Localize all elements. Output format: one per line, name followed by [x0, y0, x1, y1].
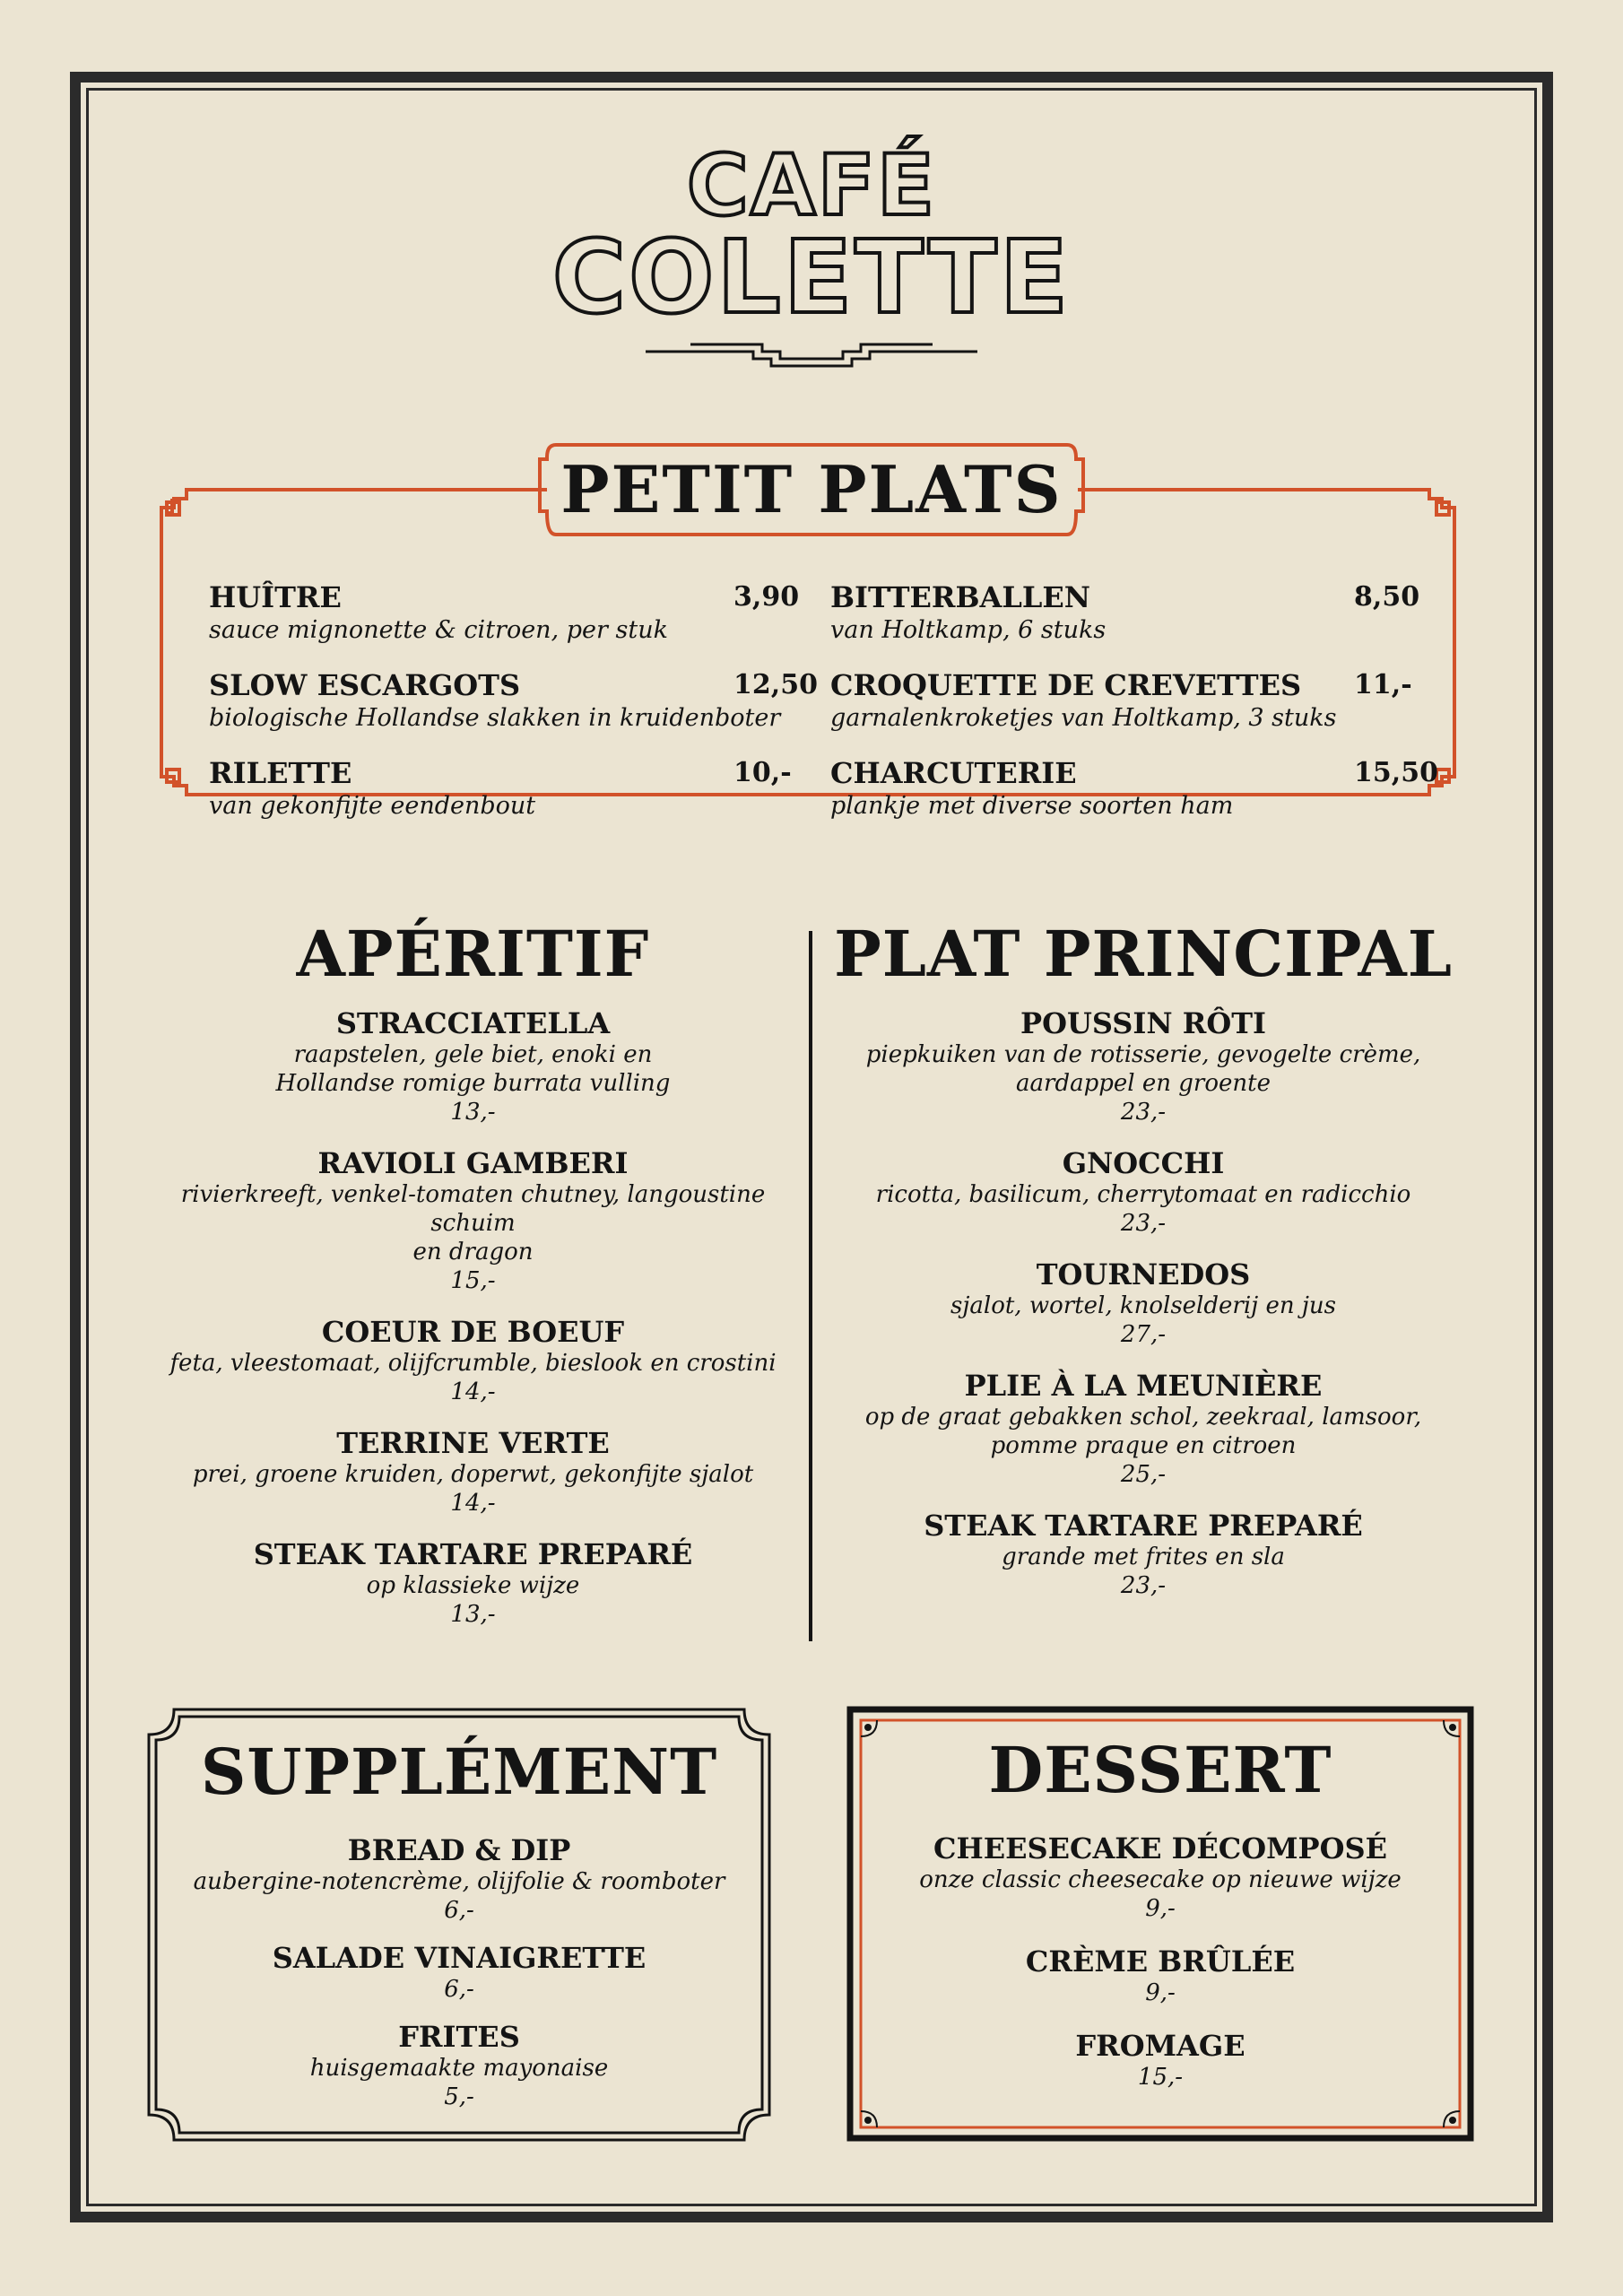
- dish-name: BREAD & DIP: [347, 1833, 571, 1867]
- petit-plats-item: [830, 755, 1440, 822]
- dish-item: [158, 1833, 760, 1925]
- dish-name: PLIE À LA MEUNIÈRE: [964, 1369, 1323, 1403]
- item-description: biologische Hollandse slakken in kruidenboter: [209, 704, 781, 732]
- petit-plats-item: [209, 579, 819, 646]
- dish-price: 14,-: [450, 1490, 496, 1517]
- logo-ornament-rule: [646, 337, 977, 373]
- dish-description: prei, groene kruiden, doperwt, gekonfijte sjalot: [192, 1461, 754, 1488]
- dish-price: 23,-: [1120, 1210, 1167, 1237]
- dish-description: op klassieke wijze: [366, 1572, 580, 1599]
- dish-item: [158, 1941, 760, 2004]
- dish-name: TOURNEDOS: [1036, 1257, 1251, 1292]
- petit-plats-item: [830, 579, 1440, 646]
- item-name: SLOW ESCARGOTS: [209, 668, 521, 702]
- dish-name: TERRINE VERTE: [336, 1426, 610, 1460]
- item-name: HUÎTRE: [209, 580, 342, 614]
- dish-price: 6,-: [444, 1897, 474, 1924]
- dish-item: [143, 1426, 803, 1518]
- dish-item: [820, 1146, 1466, 1238]
- aperitif-section: [143, 917, 803, 1648]
- dish-description: ricotta, basilicum, cherrytomaat en radicchio: [875, 1181, 1411, 1208]
- dish-description: aardappel en groente: [1016, 1070, 1271, 1097]
- dish-description: rivierkreeft, venkel-tomaten chutney, langoustine schuim: [180, 1181, 766, 1237]
- dish-description: aubergine-notencrème, olijfolie & roomboter: [193, 1868, 725, 1895]
- dessert-title: DESSERT: [988, 1733, 1332, 1807]
- dish-description: pomme praque en citroen: [990, 1432, 1297, 1459]
- item-price: 15,50: [1354, 757, 1438, 788]
- dish-name: STEAK TARTARE PREPARÉ: [924, 1509, 1363, 1543]
- dish-price: 6,-: [444, 1976, 474, 2003]
- supplement-title: SUPPLÉMENT: [200, 1735, 718, 1809]
- petit-plats-item: [830, 667, 1440, 734]
- dish-description: grande met frites en sla: [1002, 1544, 1285, 1570]
- dish-price: 25,-: [1120, 1461, 1167, 1488]
- petit-plats-item: [209, 755, 819, 822]
- dish-description: onze classic cheesecake op nieuwe wijze: [919, 1866, 1402, 1893]
- dish-name: STEAK TARTARE PREPARÉ: [253, 1537, 693, 1571]
- dish-item: [820, 1509, 1466, 1600]
- item-price: 12,50: [733, 669, 818, 700]
- column-divider: [809, 931, 812, 1641]
- dish-item: [861, 1831, 1460, 1923]
- dish-description: huisgemaakte mayonaise: [309, 2055, 609, 2082]
- dish-price: 5,-: [444, 2083, 474, 2110]
- item-price: 11,-: [1354, 669, 1412, 700]
- logo-line-colette: COLETTE: [551, 220, 1072, 336]
- dish-price: 13,-: [450, 1099, 496, 1126]
- dish-name: CRÈME BRÛLÉE: [1025, 1944, 1296, 1979]
- supplement-section: [158, 1735, 760, 2127]
- dish-price: 23,-: [1120, 1572, 1167, 1599]
- dish-description: feta, vleestomaat, olijfcrumble, bieslook en crostini: [169, 1350, 777, 1377]
- dish-name: STRACCIATELLA: [335, 1006, 611, 1040]
- item-name: CROQUETTE DE CREVETTES: [830, 668, 1302, 702]
- dish-description: en dragon: [412, 1239, 534, 1265]
- item-name: RILETTE: [209, 756, 352, 790]
- dish-price: 15,-: [1137, 2064, 1184, 2091]
- dish-name: FROMAGE: [1075, 2029, 1245, 2063]
- dish-item: [143, 1146, 803, 1295]
- dish-price: 23,-: [1120, 1099, 1167, 1126]
- item-description: plankje met diverse soorten ham: [830, 792, 1234, 820]
- logo-line-cafe: CAFÉ: [686, 137, 937, 235]
- dish-price: 27,-: [1120, 1321, 1167, 1348]
- plat-principal-section: [820, 917, 1466, 1620]
- dish-item: [861, 1944, 1460, 2007]
- item-name: BITTERBALLEN: [830, 580, 1090, 614]
- dish-description: piepkuiken van de rotisserie, gevogelte crème,: [865, 1041, 1421, 1068]
- dish-item: [820, 1257, 1466, 1349]
- dish-price: 13,-: [450, 1601, 496, 1628]
- item-description: van Holtkamp, 6 stuks: [830, 616, 1107, 644]
- dish-price: 15,-: [450, 1267, 496, 1294]
- dish-price: 9,-: [1145, 1979, 1176, 2006]
- item-name: CHARCUTERIE: [830, 756, 1077, 790]
- item-price: 8,50: [1354, 581, 1420, 613]
- dish-name: GNOCCHI: [1062, 1146, 1225, 1180]
- dish-item: [143, 1315, 803, 1406]
- dish-item: [820, 1006, 1466, 1126]
- dish-price: 9,-: [1145, 1895, 1176, 1922]
- dish-description: raapstelen, gele biet, enoki en: [293, 1041, 653, 1068]
- dish-name: SALADE VINAIGRETTE: [272, 1941, 647, 1975]
- dish-item: [143, 1537, 803, 1629]
- dish-name: POUSSIN RÔTI: [1020, 1006, 1266, 1040]
- petit-plats-title: PETIT PLATS: [560, 451, 1063, 527]
- dish-item: [158, 2020, 760, 2111]
- item-price: 3,90: [733, 581, 800, 613]
- dish-name: COEUR DE BOEUF: [321, 1315, 625, 1349]
- dish-description: op de graat gebakken schol, zeekraal, lamsoor,: [864, 1404, 1422, 1431]
- petit-plats-item: [209, 667, 819, 734]
- dish-description: Hollandse romige burrata vulling: [275, 1070, 671, 1097]
- dish-price: 14,-: [450, 1378, 496, 1405]
- dish-name: CHEESECAKE DÉCOMPOSÉ: [933, 1831, 1387, 1866]
- item-description: van gekonfijte eendenbout: [209, 792, 536, 820]
- plat-principal-title: PLAT PRINCIPAL: [834, 917, 1453, 991]
- item-description: garnalenkroketjes van Holtkamp, 3 stuks: [830, 704, 1337, 732]
- item-description: sauce mignonette & citroen, per stuk: [209, 616, 668, 644]
- item-price: 10,-: [733, 757, 792, 788]
- dish-item: [861, 2029, 1460, 2092]
- dish-item: [143, 1006, 803, 1126]
- dish-description: sjalot, wortel, knolselderij en jus: [950, 1292, 1337, 1319]
- dish-item: [820, 1369, 1466, 1489]
- aperitif-title: APÉRITIF: [296, 917, 650, 991]
- dessert-section: [861, 1733, 1460, 2108]
- dish-name: RAVIOLI GAMBERI: [317, 1146, 629, 1180]
- dish-name: FRITES: [398, 2020, 520, 2054]
